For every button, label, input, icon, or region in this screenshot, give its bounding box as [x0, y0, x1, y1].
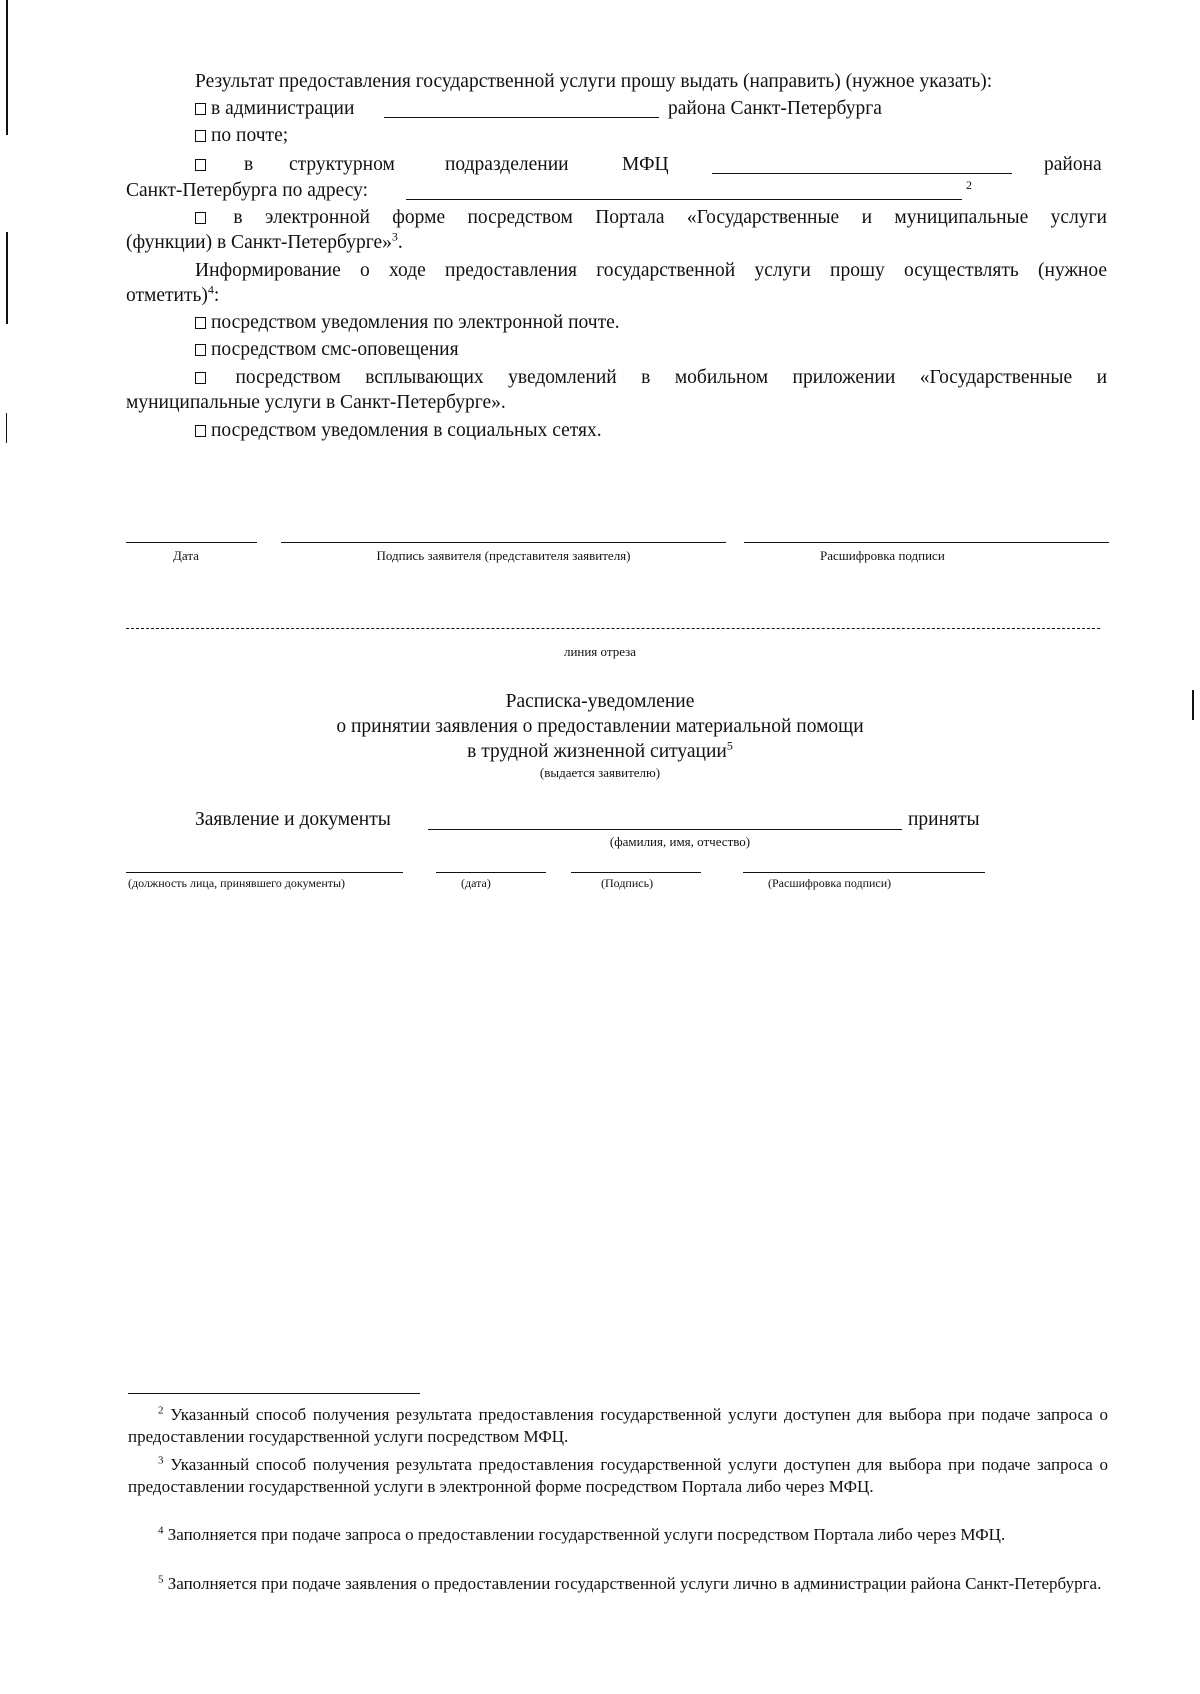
scan-mark: [6, 0, 8, 135]
receipt-signature-caption: (Подпись): [601, 876, 654, 890]
informing-push-line2: муниципальные услуги в Санкт-Петербурге».: [126, 392, 506, 413]
receipt-title-2: о принятии заявления о предоставлении материальной помощи: [336, 716, 864, 737]
footnote-3: $^3$ Указанный способ получения результата предоставления государственной услуги доступен для выбора при подаче запроса о предоставлении государственной услуги в электронной форме посредством Портала либо через МФЦ.: [128, 1454, 1109, 1496]
mfc-word-3: подразделении: [445, 154, 569, 175]
mfc-address-label: Санкт-Петербурга по адресу:: [126, 180, 369, 201]
portal-footnote-ref: 3: [391, 229, 398, 244]
receipt-title-1: Расписка-уведомление: [505, 691, 695, 712]
cut-line: [126, 628, 1100, 629]
mfc-address-field[interactable]: [406, 199, 962, 200]
date-field[interactable]: [126, 542, 257, 543]
checkbox-admin[interactable]: [195, 103, 206, 115]
receipt-footnote-ref: 5: [726, 738, 733, 753]
receipt-note: (выдается заявителю): [539, 765, 661, 780]
mfc-raion: района: [1044, 154, 1102, 175]
informing-footnote-ref: 4: [207, 282, 214, 297]
option-mail: по почте;: [195, 124, 288, 148]
applicant-signature-caption: Подпись заявителя (представителя заявителя): [376, 548, 631, 563]
admin-district-field[interactable]: [384, 117, 659, 118]
option-mfc: [195, 153, 211, 177]
informing-line2: отметить)$^4$:: [126, 282, 220, 306]
checkbox-mfc[interactable]: [195, 159, 206, 171]
date-caption: Дата: [173, 548, 199, 563]
receipt-date-field[interactable]: [436, 872, 546, 873]
option-portal-line2: (функции) в Санкт-Петербурге»$^3$.: [126, 229, 403, 253]
signature-decode-field[interactable]: [744, 542, 1109, 543]
applicant-signature-field[interactable]: [281, 542, 726, 543]
receipt-title-3: в трудной жизненной ситуации$^5$: [467, 738, 733, 762]
informing-social: посредством уведомления в социальных сетях.: [195, 419, 602, 443]
mfc-footnote-ref: 2: [966, 178, 972, 192]
scan-mark: [6, 413, 7, 443]
informing-push-line1: посредством всплывающих уведомлений в мобильном приложении «Государственные и: [195, 366, 1107, 390]
informing-line1: Информирование о ходе предоставления государственной услуги прошу осуществлять (нужное: [195, 260, 1107, 281]
position-caption: (должность лица, принявшего документы): [128, 876, 346, 890]
informing-sms: посредством смс-оповещения: [195, 338, 459, 362]
scan-mark: [6, 232, 8, 324]
checkbox-email[interactable]: [195, 317, 206, 329]
receipt-decode-field[interactable]: [743, 872, 985, 873]
option-portal-line1: в электронной форме посредством Портала «Государственные и муниципальные услуги: [195, 206, 1107, 230]
receipt-date-caption: (дата): [461, 876, 491, 890]
fio-caption: (фамилия, имя, отчество): [609, 834, 751, 849]
admin-district-suffix: района Санкт-Петербурга: [668, 98, 882, 119]
signature-decode-caption: Расшифровка подписи: [820, 548, 945, 563]
receipt-signature-field[interactable]: [571, 872, 701, 873]
docs-accepted-suffix: приняты: [908, 809, 980, 830]
checkbox-portal[interactable]: [195, 212, 206, 224]
footnote-5: $^5$ Заполняется при подаче заявления о предоставлении государственной услуги лично в администрации района Санкт-Петербурга.: [158, 1573, 1102, 1593]
fio-field[interactable]: [428, 829, 902, 830]
checkbox-mail[interactable]: [195, 130, 206, 142]
checkbox-social[interactable]: [195, 425, 206, 437]
mfc-word-4: МФЦ: [622, 154, 669, 175]
cut-line-caption: линия отреза: [563, 644, 637, 659]
position-field[interactable]: [126, 872, 403, 873]
footnote-2: $^2$ Указанный способ получения результата предоставления государственной услуги доступен для выбора при подаче запроса о предоставлении государственной услуги посредством МФЦ.: [128, 1404, 1109, 1446]
checkbox-sms[interactable]: [195, 344, 206, 356]
receipt-decode-caption: (Расшифровка подписи): [768, 876, 892, 890]
mfc-district-field[interactable]: [712, 173, 1012, 174]
informing-email: посредством уведомления по электронной почте.: [195, 311, 620, 335]
option-admin: в администрации: [195, 97, 354, 121]
checkbox-push[interactable]: [195, 372, 206, 384]
footnote-4: $^4$ Заполняется при подаче запроса о предоставлении государственной услуги посредством Портала либо через МФЦ.: [158, 1524, 1006, 1544]
mfc-word-2: структурном: [289, 154, 395, 175]
mfc-word-1: в: [244, 154, 254, 175]
docs-accepted-label: Заявление и документы: [195, 809, 391, 830]
result-intro: Результат предоставления государственной услуги прошу выдать (направить) (нужное указать):: [195, 71, 993, 92]
footnote-separator: [128, 1393, 420, 1394]
